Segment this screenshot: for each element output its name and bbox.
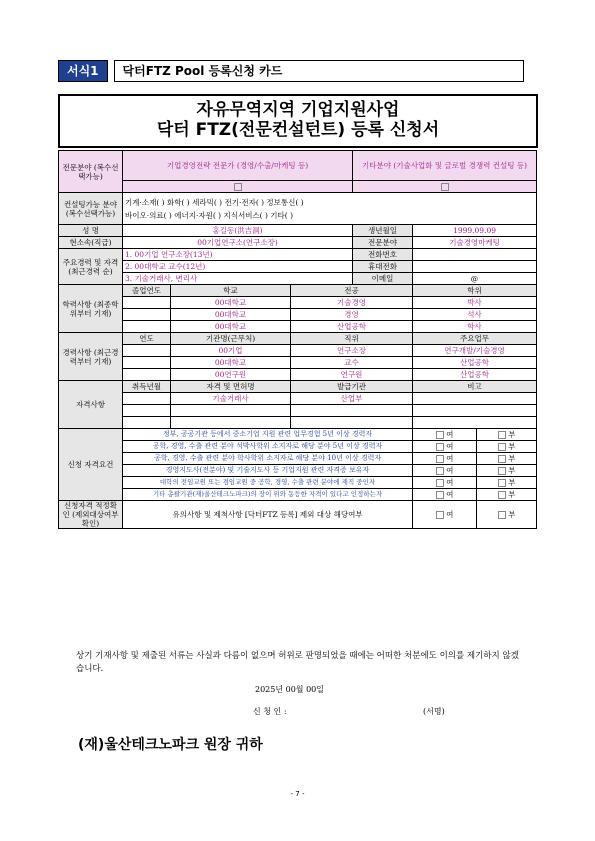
edu-major[interactable]: 산업공학 bbox=[291, 321, 413, 333]
mobile-value[interactable] bbox=[413, 261, 537, 273]
exp-header: 주요업무 bbox=[413, 333, 537, 345]
edu-degree[interactable]: 박사 bbox=[413, 297, 537, 309]
req-no[interactable]: 부 bbox=[477, 453, 537, 465]
exclusion-no[interactable]: 부 bbox=[477, 501, 537, 529]
edu-year[interactable] bbox=[123, 297, 171, 309]
career-label: 주요경력 및 자격 (최근경력 순) bbox=[59, 249, 123, 285]
edu-major[interactable]: 경영 bbox=[291, 309, 413, 321]
requirement-item: 기타 총괄기관(재)울산테크노파크)의 장이 위와 동등한 자격이 있다고 인정하는자 bbox=[123, 489, 413, 501]
lic-name[interactable] bbox=[171, 405, 291, 417]
career-item[interactable]: 2. 00대학교 교수(12년) bbox=[123, 261, 353, 273]
exp-duty[interactable]: 산업공학 bbox=[413, 357, 537, 369]
exp-year[interactable] bbox=[123, 357, 171, 369]
lic-note[interactable] bbox=[413, 393, 537, 405]
lic-note[interactable] bbox=[413, 417, 537, 429]
lic-name[interactable] bbox=[171, 417, 291, 429]
requirement-item: 정부, 공공기관 등에서 중소기업 지원 관련 업무경험 5년 이상 경력자 bbox=[123, 429, 413, 441]
edu-school[interactable]: 00대학교 bbox=[171, 309, 291, 321]
signature-label: (서명) bbox=[423, 707, 445, 716]
lic-issuer[interactable] bbox=[291, 405, 413, 417]
req-yes[interactable]: 여 bbox=[413, 465, 477, 477]
req-yes[interactable]: 여 bbox=[413, 477, 477, 489]
form-header-title: 닥터FTZ Pool 등록신청 카드 bbox=[114, 60, 524, 82]
field-label: 전문분야 (복수선택가능) bbox=[59, 151, 123, 193]
exp-org[interactable]: 00대학교 bbox=[171, 357, 291, 369]
lic-name[interactable]: 기술거래사 bbox=[171, 393, 291, 405]
field-option-other: 기타분야 (기술사업화 및 글로벌 경쟁력 컨설팅 등) bbox=[353, 151, 537, 181]
lic-date[interactable] bbox=[123, 417, 171, 429]
req-no[interactable]: 부 bbox=[477, 465, 537, 477]
exp-position[interactable]: 교수 bbox=[291, 357, 413, 369]
requirement-item: 공학, 경영, 수출 관련 분야 학사학위 소지자로 해당 분야 10년 이상 경력자 bbox=[123, 453, 413, 465]
consult-options-line-2[interactable]: 바이오·의료( ) 에너지·자원( ) 지식서비스( ) 기타( ) bbox=[125, 210, 294, 220]
lic-header: 발급기관 bbox=[291, 381, 413, 393]
exp-position[interactable]: 연구소장 bbox=[291, 345, 413, 357]
requirements-label: 신청 자격요건 bbox=[59, 429, 123, 501]
exp-header: 기관명(근무처) bbox=[171, 333, 291, 345]
req-yes[interactable]: 여 bbox=[413, 429, 477, 441]
career-item[interactable]: 1. 00기업 연구소장(13년) bbox=[123, 249, 353, 261]
form-header bbox=[58, 60, 524, 82]
req-yes[interactable]: 여 bbox=[413, 441, 477, 453]
form-number-tag: 서식1 bbox=[58, 60, 108, 82]
education-label: 학력사항 (최종학위부터 기재) bbox=[59, 285, 123, 333]
edu-header: 졸업연도 bbox=[123, 285, 171, 297]
field-other-checkbox[interactable] bbox=[441, 183, 449, 191]
specialty-value[interactable]: 기술경영마케팅 bbox=[413, 237, 537, 249]
lic-note[interactable] bbox=[413, 405, 537, 417]
edu-degree[interactable]: 석사 bbox=[413, 309, 537, 321]
license-label: 자격사항 bbox=[59, 381, 123, 429]
exp-header: 연도 bbox=[123, 333, 171, 345]
phone-label: 전화번호 bbox=[353, 249, 413, 261]
edu-header: 학교 bbox=[171, 285, 291, 297]
exclusion-yes[interactable]: 여 bbox=[413, 501, 477, 529]
birth-label: 생년월일 bbox=[353, 225, 413, 237]
exp-year[interactable] bbox=[123, 369, 171, 381]
exp-header: 직위 bbox=[291, 333, 413, 345]
edu-header: 학위 bbox=[413, 285, 537, 297]
requirement-item: 공학, 경영, 수출 관련 분야 석박사학위 소지자로 해당 분야 5년 이상 경력자 bbox=[123, 441, 413, 453]
lic-header: 자격 및 면허명 bbox=[171, 381, 291, 393]
lic-date[interactable] bbox=[123, 405, 171, 417]
name-label: 성 명 bbox=[59, 225, 123, 237]
declaration-text: 상기 기재사항 및 제출된 서류는 사실과 다름이 없으며 허위로 판명되었을 때에는 어떠한 처분에도 이의를 제기하지 않겠습니다. bbox=[76, 651, 519, 674]
lic-header: 취득년월 bbox=[123, 381, 171, 393]
exclusion-label: 신청자격 적정확인 (제외대상여부확인) bbox=[59, 501, 123, 529]
exp-duty[interactable]: 연구개발/기술경영 bbox=[413, 345, 537, 357]
page-number: - 7 - bbox=[290, 790, 305, 798]
field-option-business: 기업경영전략 전문가 (경영/수출/마케팅 등) bbox=[123, 151, 353, 181]
edu-major[interactable]: 기술경영 bbox=[291, 297, 413, 309]
exp-year[interactable] bbox=[123, 345, 171, 357]
field-business-checkbox[interactable] bbox=[234, 183, 242, 191]
birth-value[interactable]: 1999.09.09 bbox=[413, 225, 537, 237]
req-yes[interactable]: 여 bbox=[413, 489, 477, 501]
phone-value[interactable] bbox=[413, 249, 537, 261]
edu-degree[interactable]: 학사 bbox=[413, 321, 537, 333]
req-no[interactable]: 부 bbox=[477, 489, 537, 501]
exp-duty[interactable]: 산업공학 bbox=[413, 369, 537, 381]
exp-position[interactable]: 연구원 bbox=[291, 369, 413, 381]
mobile-label: 휴대전화 bbox=[353, 261, 413, 273]
edu-header: 전공 bbox=[291, 285, 413, 297]
requirement-item: 경영지도사(전분야) 및 기술지도사 등 기업지원 관련 자격증 보유자 bbox=[123, 465, 413, 477]
req-no[interactable]: 부 bbox=[477, 429, 537, 441]
affiliation-value[interactable]: 00기업연구소(연구소장) bbox=[123, 237, 353, 249]
application-date: 2025년 00월 00일 bbox=[255, 685, 324, 694]
edu-year[interactable] bbox=[123, 309, 171, 321]
title-line-2: 닥터 FTZ(전문컨설턴트) 등록 신청서 bbox=[156, 120, 440, 140]
lic-issuer[interactable] bbox=[291, 417, 413, 429]
email-label: 이메일 bbox=[353, 273, 413, 285]
edu-school[interactable]: 00대학교 bbox=[171, 321, 291, 333]
requirement-item: 대학의 전임교원 또는 겸임교원 중 공학, 경영, 수출 관련 분야에 재직 중인자 bbox=[123, 477, 413, 489]
experience-label: 경력사항 (최근경력부터 기재) bbox=[59, 333, 123, 381]
req-yes[interactable]: 여 bbox=[413, 453, 477, 465]
specialty-label: 전문분야 bbox=[353, 237, 413, 249]
email-value[interactable]: @ bbox=[413, 273, 537, 285]
exp-org[interactable]: 00연구원 bbox=[171, 369, 291, 381]
req-no[interactable]: 부 bbox=[477, 441, 537, 453]
edu-year[interactable] bbox=[123, 321, 171, 333]
applicant-label: 신 청 인 : bbox=[253, 707, 287, 716]
document-title bbox=[58, 94, 538, 148]
lic-issuer[interactable]: 산업부 bbox=[291, 393, 413, 405]
exp-org[interactable]: 00기업 bbox=[171, 345, 291, 357]
consult-options-line-1[interactable]: 기계·소재( ) 화학( ) 세라믹( ) 전기·전자( ) 정보통신( ) bbox=[125, 197, 304, 207]
affiliation-label: 현소속(직급) bbox=[59, 237, 123, 249]
exclusion-text: 유의사항 및 제척사항 [닥터FTZ 등록] 제외 대상 해당여부 bbox=[123, 501, 413, 529]
registration-form-table bbox=[58, 150, 537, 529]
lic-header: 비고 bbox=[413, 381, 537, 393]
req-no[interactable]: 부 bbox=[477, 477, 537, 489]
name-value[interactable]: 홍길동(洪吉洞) bbox=[123, 225, 353, 237]
edu-school[interactable]: 00대학교 bbox=[171, 297, 291, 309]
consult-label: 컨설팅가능 분야 (복수선택가능) bbox=[59, 193, 123, 225]
lic-date[interactable] bbox=[123, 393, 171, 405]
title-line-1: 자유무역지역 기업지원사업 bbox=[196, 100, 400, 120]
career-item[interactable]: 3. 기술거래사, 변리사 bbox=[123, 273, 353, 285]
addressee: (재)울산테크노파크 원장 귀하 bbox=[78, 737, 263, 753]
